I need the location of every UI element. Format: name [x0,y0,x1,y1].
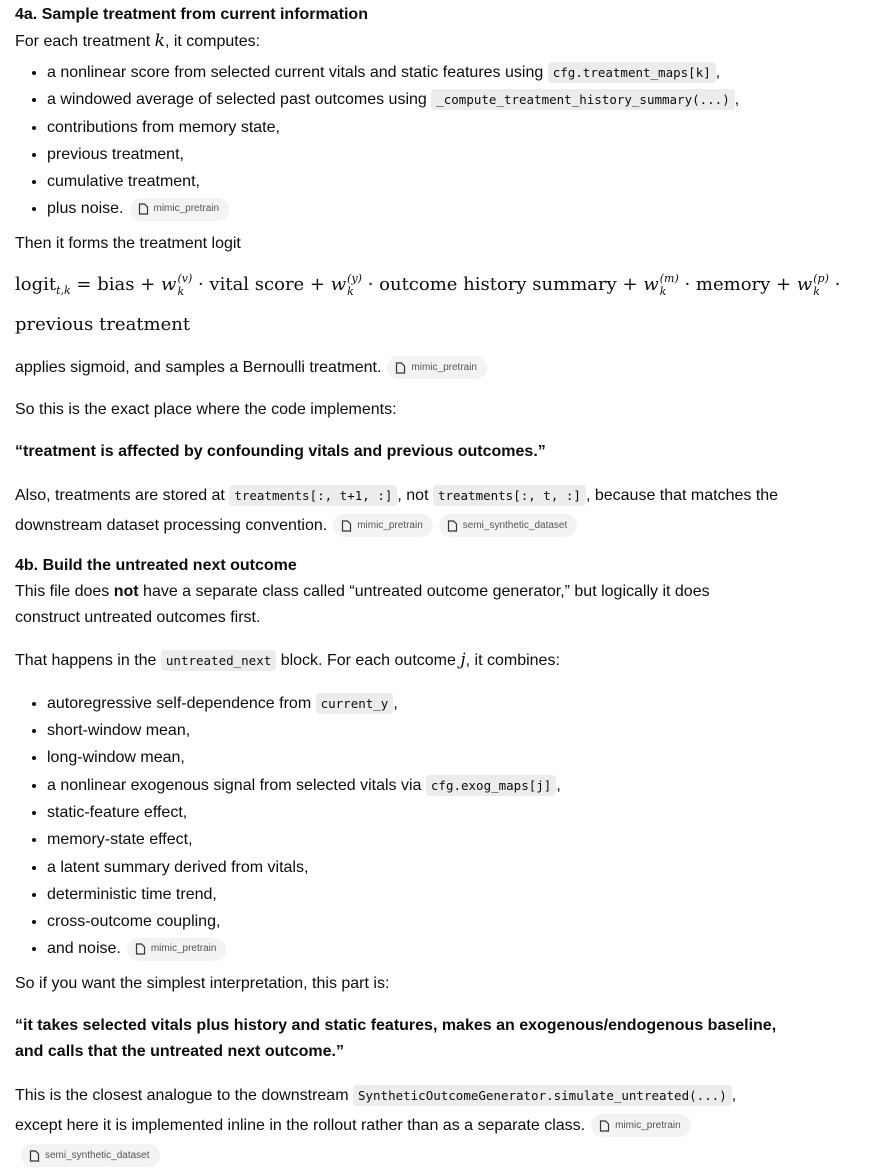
file-icon [395,362,406,374]
list-item: • a latent summary derived from vitals, [47,854,880,881]
logit-equation: logit$_{t,k}$ = bias + w (v) k · vital score + w (y) k · outcome history summary + w (m) k · memory + w (p) k · previous treatment [15,271,841,335]
paragraph: Also, treatments are stored at treatments[:, t+1, :] , not treatments[:, t, :] , because that matches the downstream dataset processing convention. mimic_pretrain semi_synthetic_dataset [15,481,785,541]
inline-code: treatments[:, t, :] [433,485,586,506]
list-item: • deterministic time trend, [47,881,880,908]
list-item: • autoregressive self-dependence from current_y , [47,690,880,717]
list-item: • a windowed average of selected past outcomes using _compute_treatment_history_summary(...) , [47,86,880,113]
source-chip[interactable]: mimic_pretrain [591,1114,691,1137]
bullet-list [15,59,880,223]
quote: “treatment is affected by confounding vitals and previous outcomes.” [15,442,546,460]
source-chip[interactable]: mimic_pretrain [130,198,230,221]
paragraph: That happens in the untreated_next block. For each outcome j, it combines: [15,649,560,670]
list-item: • memory-state effect, [47,826,880,853]
inline-code: cfg.exog_maps[j] [426,775,556,796]
list-item: • contributions from memory state, [47,114,880,141]
source-chip[interactable]: mimic_pretrain [333,514,433,537]
paragraph: For each treatment k, it computes: [15,31,261,51]
inline-code: _compute_treatment_history_summary(...) [431,89,735,110]
inline-code: untreated_next [161,650,276,671]
inline-code: SyntheticOutcomeGenerator.simulate_untreated(...) [353,1085,732,1106]
source-chip[interactable]: semi_synthetic_dataset [439,514,578,537]
list-item: • cumulative treatment, [47,168,880,195]
quote: “it takes selected vitals plus history and static features, makes an exogenous/endogenous baseline, and calls that the untreated next outcome.” [15,1016,777,1060]
source-chip[interactable]: mimic_pretrain [127,938,227,961]
inline-code: cfg.treatment_maps[k] [548,62,716,83]
paragraph: This is the closest analogue to the downstream SyntheticOutcomeGenerator.simulate_untreated(...) , except here it is implemented inline in the rollout rather than as a separate class. mimic_pretrain semi_synthetic_dataset [15,1081,775,1171]
file-icon [341,520,352,532]
file-icon [135,943,146,955]
inline-code: current_y [316,693,394,714]
inline-code: treatments[:, t+1, :] [229,485,397,506]
section-4a-title: 4a. Sample treatment from current information [15,6,368,23]
list-item: • plus noise. mimic_pretrain [47,195,880,222]
paragraph: Then it forms the treatment logit [15,234,241,252]
list-item: • cross-outcome coupling, [47,908,880,935]
paragraph: This file does not have a separate class called “untreated outcome generator,” but logically it does construct untreated outcomes first. [15,582,710,626]
file-icon [447,520,458,532]
source-chip[interactable]: semi_synthetic_dataset [21,1144,160,1167]
file-icon [29,1150,40,1162]
paragraph: So if you want the simplest interpretation, this part is: [15,974,390,992]
list-item: • long-window mean, [47,744,880,771]
file-icon [599,1120,610,1132]
list-item: • and noise. mimic_pretrain [47,935,880,962]
source-chip[interactable]: mimic_pretrain [387,356,487,379]
bullet-list [15,690,880,963]
list-item: • previous treatment, [47,141,880,168]
file-icon [138,203,149,215]
list-item: • short-window mean, [47,717,880,744]
paragraph: applies sigmoid, and samples a Bernoulli treatment. mimic_pretrain [15,355,880,381]
list-item: • a nonlinear exogenous signal from selected vitals via cfg.exog_maps[j] , [47,772,880,799]
paragraph: So this is the exact place where the code implements: [15,400,397,418]
list-item: • a nonlinear score from selected current vitals and static features using cfg.treatment_maps[k] , [47,59,880,86]
section-4b-title: 4b. Build the untreated next outcome [15,556,297,574]
list-item: • static-feature effect, [47,799,880,826]
